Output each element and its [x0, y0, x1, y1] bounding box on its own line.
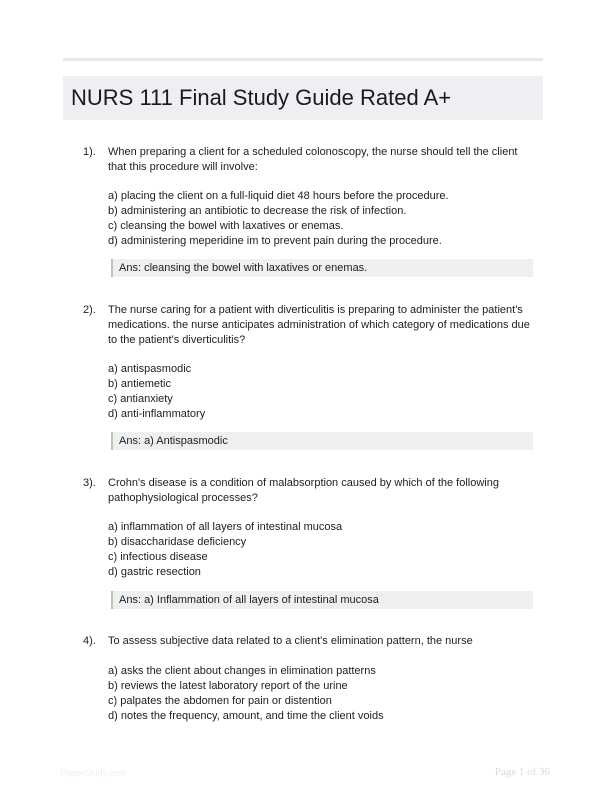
option-b: b) administering an antibiotic to decrease the risk of infection. [108, 205, 407, 217]
question-text: Crohn's disease is a condition of malabsorption caused by which of the following pathophysiological processes? [108, 477, 499, 504]
question-number: 4). [83, 635, 96, 647]
top-divider [63, 58, 543, 61]
title-banner [63, 76, 543, 120]
answer-box: Ans: cleansing the bowel with laxatives or enemas. [111, 259, 533, 277]
question-text: The nurse caring for a patient with diverticulitis is preparing to administer the patient's medications. the nurse anticipates administration of which category of medications due to the patient's diverticulitis? [108, 304, 530, 346]
question-text: To assess subjective data related to a client's elimination pattern, the nurse [108, 635, 473, 647]
option-d: d) anti-inflammatory [108, 408, 206, 420]
option-a: a) placing the client on a full-liquid diet 48 hours before the procedure. [108, 190, 449, 202]
option-list [108, 362, 538, 422]
option-a: a) asks the client about changes in elimination patterns [108, 665, 376, 677]
option-list [108, 520, 538, 580]
option-c: c) antianxiety [108, 393, 173, 405]
option-a: a) inflammation of all layers of intestinal mucosa [108, 521, 343, 533]
answer-box: Ans: a) Antispasmodic [111, 432, 533, 450]
option-d: d) administering meperidine im to prevent pain during the procedure. [108, 235, 442, 247]
question-number: 1). [83, 146, 96, 158]
option-c: c) cleansing the bowel with laxatives or enemas. [108, 220, 344, 232]
option-a: a) antispasmodic [108, 363, 192, 375]
page-number: Page 1 of 36 [494, 766, 550, 778]
option-b: b) disaccharidase deficiency [108, 536, 247, 548]
page-title: NURS 111 Final Study Guide Rated A+ [71, 85, 452, 110]
question-number: 2). [83, 304, 96, 316]
option-c: c) infectious disease [108, 551, 208, 563]
option-list [108, 664, 538, 724]
option-c: c) palpates the abdomen for pain or distention [108, 695, 332, 707]
question-number: 3). [83, 477, 96, 489]
option-d: d) notes the frequency, amount, and time the client voids [108, 710, 384, 722]
option-b: b) reviews the latest laboratory report of the urine [108, 680, 348, 692]
footer-watermark: PaperStudy.com [60, 768, 126, 778]
option-d: d) gastric resection [108, 566, 201, 578]
question-text: When preparing a client for a scheduled colonoscopy, the nurse should tell the client that this procedure will involve: [108, 146, 518, 173]
option-list [108, 189, 538, 249]
answer-box: Ans: a) Inflammation of all layers of intestinal mucosa [111, 591, 533, 609]
option-b: b) antiemetic [108, 378, 171, 390]
